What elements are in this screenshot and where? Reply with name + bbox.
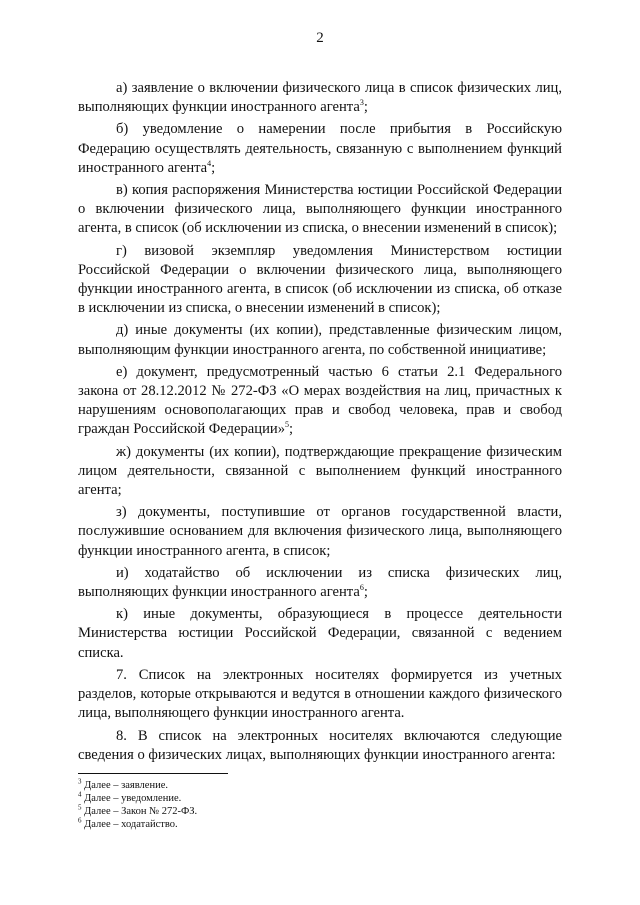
paragraph-8: 8. В список на электронных носителях включаются следующие сведения о физических лицах, выполняющих функции иностранного агента:: [78, 727, 562, 763]
footnote-6: $^6$ Далее – ходатайство.: [78, 816, 178, 830]
paragraph-g: г) визовой экземпляр уведомления Министерством юстиции Российской Федерации о включении физического лица, выполняющего функции иностранного агента, в список (об исключении из списка, об отказе в исключении из списка, о внесении изменений в список);: [78, 242, 562, 317]
paragraph-i: и) ходатайство об исключении из списка физических лиц, выполняющих функции иностранного агента$^6$;: [78, 564, 562, 601]
footnotes: [78, 779, 378, 831]
paragraph-zh: ж) документы (их копии), подтверждающие прекращение физическим лицом деятельности, связанной с выполнением функций иностранного агента;: [78, 443, 562, 499]
paragraph-z: з) документы, поступившие от органов государственной власти, послужившие основанием для включения физического лица, выполняющего функции иностранного агента, в список;: [78, 504, 562, 559]
footnote-ref: 5: [285, 420, 289, 430]
footnote-4: $^4$ Далее – уведомление.: [78, 790, 182, 804]
paragraph-k: к) иные документы, образующиеся в процессе деятельности Министерства юстиции Российской Федерации, связанной с ведением списка.: [78, 606, 562, 661]
footnote-ref: 3: [359, 98, 364, 108]
paragraph-d: д) иные документы (их копии), представленные физическим лицом, выполняющим функции иностранного агента, по собственной инициативе;: [78, 322, 562, 358]
paragraph-a: а) заявление о включении физического лица в список физических лиц, выполняющих функции иностранного агента$^3$;: [78, 80, 562, 116]
footnote-5: $^5$ Далее – Закон № 272-ФЗ.: [78, 803, 198, 817]
footnote-divider: [78, 773, 228, 774]
paragraph-v: в) копия распоряжения Министерства юстиции Российской Федерации о включении физического лица, выполняющего функции иностранного агента, в список (об исключении из списка, о внесении изменений в список);: [78, 182, 562, 237]
footnote-ref: 4: [207, 158, 212, 168]
footnote-3: $^3$ Далее – заявление.: [78, 777, 168, 791]
paragraph-7: 7. Список на электронных носителях формируется из учетных разделов, которые открываются и ведутся в отношении каждого физического лица, выполняющего функции иностранного агента.: [78, 666, 562, 722]
document-body: [78, 79, 562, 765]
paragraph-b: б) уведомление о намерении после прибытия в Российскую Федерацию осуществлять деятельность, связанную с выполнением функций иностранного агента$^4$;: [78, 121, 562, 176]
footnote-ref: 6: [359, 583, 364, 593]
paragraph-e: е) документ, предусмотренный частью 6 статьи 2.1 Федерального закона от 28.12.2012 № 272-ФЗ «О мерах воздействия на лиц, причастных к нарушениям основополагающих прав и свобод человека, прав и свобод граждан Российской Федерации»$^5$;: [78, 363, 562, 438]
page-number: 2: [316, 30, 324, 46]
